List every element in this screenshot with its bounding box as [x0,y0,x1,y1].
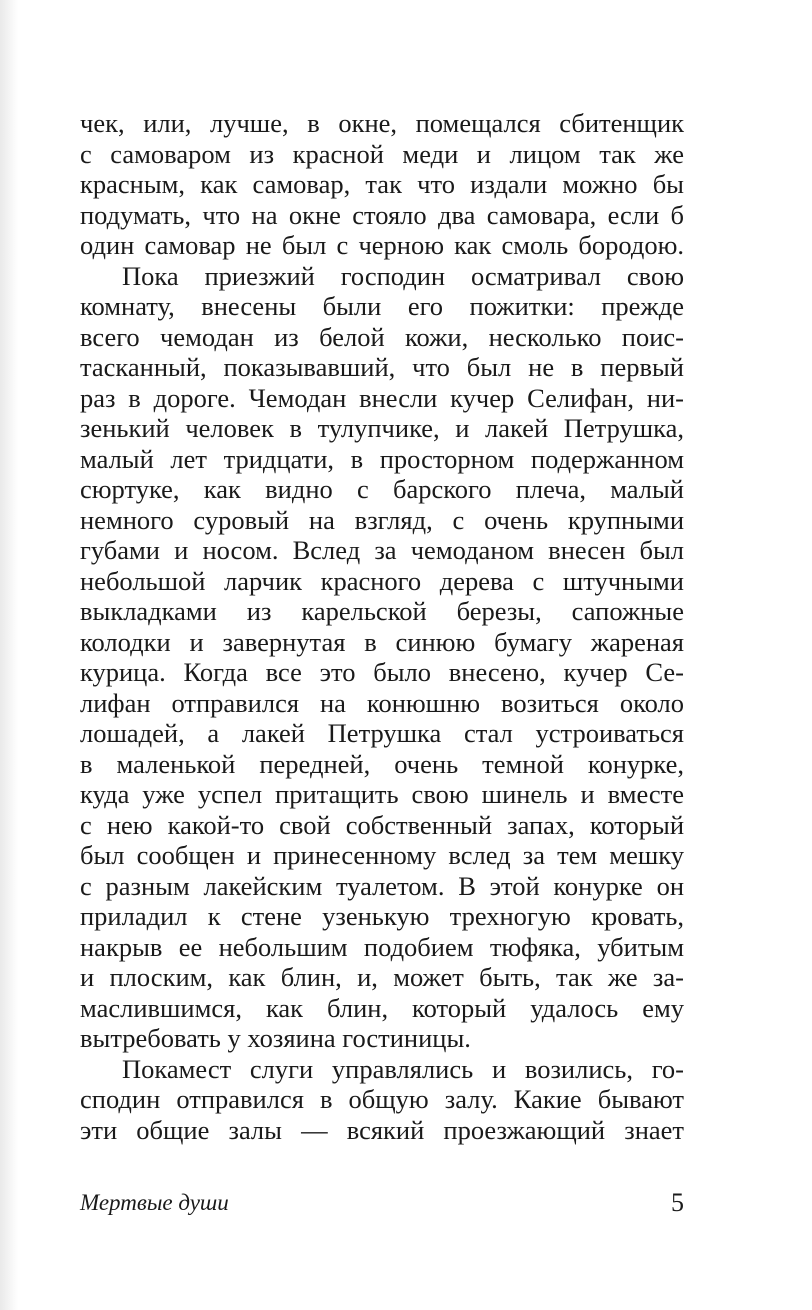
text-line: колодки и завернутая в синюю бумагу жареная [80,626,684,657]
text-line: комнату, внесены были его пожитки: прежде [80,291,684,321]
text-line: чек, или, лучше, в окне, помещался сбитенщик [80,108,684,138]
text-line: лошадей, а лакей Петрушка стал устроиваться [80,718,684,748]
text-line: малый лет тридцати, в просторном подержанном [80,443,684,474]
paragraph-first-line: Пока приезжий господин осматривал свою [122,260,684,291]
text-line: куда уже успел притащить свою шинель и вместе [80,779,684,809]
paragraph-first-line: Покамест слуги управлялись и возились, го- [122,1053,684,1084]
page-text [80,108,684,1145]
text-line: зенький человек в тулупчике, и лакей Петрушка, [80,413,684,443]
text-line: сюртуке, как видно с барского плеча, малый [80,474,684,504]
text-line: и плоским, как блин, и, может быть, так же за- [80,962,684,992]
text-line: накрыв ее небольшим подобием тюфяка, убитым [80,931,684,962]
text-line: с разным лакейским туалетом. В этой конурке он [80,870,684,901]
text-line: тасканный, показывавший, что был не в первый [80,352,684,382]
text-line: приладил к стене узенькую трехногую кровать, [80,901,684,931]
text-line: один самовар не был с черною как смоль бородою. [80,230,684,260]
text-line: подумать, что на окне стояло два самовара, если б [80,199,684,230]
text-line: раз в дороге. Чемодан внесли кучер Селифан, ни- [80,382,684,413]
text-line: сподин отправился в общую залу. Какие бывают [80,1084,684,1114]
text-line: выкладками из карельской березы, сапожные [80,596,684,626]
page-number: 5 [671,1188,684,1217]
text-line: небольшой ларчик красного дерева с штучными [80,565,684,596]
running-footer-book-title: Мертвые души [80,1190,229,1215]
text-line: лифан отправился на конюшню возиться около [80,687,684,718]
text-line: эти общие залы — всякий проезжающий знает [80,1114,684,1145]
text-line: с самоваром из красной меди и лицом так же [80,138,684,169]
text-line: всего чемодан из белой кожи, несколько поис- [80,321,684,352]
text-line: был сообщен и принесенному вслед за тем мешку [80,840,684,870]
text-line: с нею какой-то свой собственный запах, который [80,809,684,840]
text-line: курица. Когда все это было внесено, кучер Се- [80,657,684,687]
text-line: красным, как самовар, так что издали можно бы [80,169,684,199]
paragraph-last-line: вытребовать у хозяина гостиницы. [80,1023,471,1053]
page-edge-shadow [0,0,18,1310]
text-line: немного суровый на взгляд, с очень крупными [80,504,684,535]
text-line: в маленькой передней, очень темной конурке, [80,748,684,779]
text-line: маслившимся, как блин, который удалось ему [80,992,684,1023]
text-line: губами и носом. Вслед за чемоданом внесен был [80,535,684,565]
